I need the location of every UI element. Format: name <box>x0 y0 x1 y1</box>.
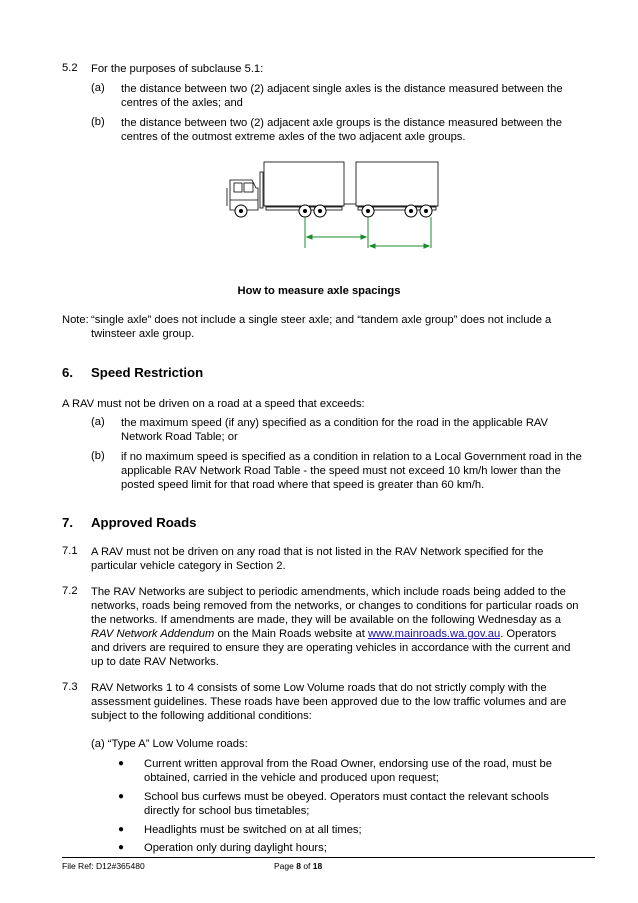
section-7-title: Approved Roads <box>91 515 197 530</box>
speed-item-b-line-1: if no maximum speed is specified as a condition in relation to a Local Government road in the <box>121 451 582 463</box>
note-line-2: twinsteer axle group. <box>91 328 195 340</box>
bullet-marker: ● <box>118 791 125 802</box>
section-6-intro: A RAV must not be driven on a road at a speed that exceeds: <box>62 398 365 410</box>
truck-body <box>264 162 344 206</box>
clause-7-2-line-4 <box>91 627 556 641</box>
clause-7-2-line-3: the networks. If amendments are made, they will be available on the following Wednesday as a <box>91 614 561 626</box>
footer-file-ref: File Ref: D12#365480 <box>62 861 145 871</box>
footer-page-number <box>274 861 322 871</box>
clause-5-2-text: For the purposes of subclause 5.1: <box>91 63 264 75</box>
clause-7-2-line-5: and drivers are required to ensure they are operating vehicles in accordance with the current and <box>91 642 571 654</box>
rav-network-addendum-title: RAV Network Addendum <box>91 628 215 640</box>
clause-7-3-line-3: subject to the following additional conditions: <box>91 710 312 722</box>
figure-caption: How to measure axle spacings <box>237 285 401 297</box>
item-a-line-1: the distance between two (2) adjacent single axles is the distance measured between the <box>121 83 563 95</box>
page-word: Page <box>274 861 297 871</box>
clause-number-7-3: 7.3 <box>62 681 78 693</box>
footer-rule <box>62 857 595 858</box>
item-label-a: (a) <box>91 416 105 428</box>
speed-item-b-line-3: posted speed limit for that road where that speed is greater than 60 km/h. <box>121 479 485 491</box>
item-label-b: (b) <box>91 116 105 128</box>
clause-7-1-line-1: A RAV must not be driven on any road that is not listed in the RAV Network specified for the <box>91 546 544 558</box>
note-term-tandem-axle-group: “tandem axle group” <box>357 314 458 326</box>
clause-number-7-1: 7.1 <box>62 545 78 557</box>
note-term-single-axle: “single axle” <box>91 314 152 326</box>
item-b-line-1: the distance between two (2) adjacent axle groups is the distance measured between the <box>121 117 562 129</box>
clause-7-3-line-2: assessment guidelines. These roads have been approved due to the low traffic volumes and are <box>91 696 567 708</box>
speed-item-a-line-1: the maximum speed (if any) specified as a condition for the road in the applicable RAV <box>121 417 549 429</box>
of-word: of <box>300 861 313 871</box>
clause-7-1-line-2: particular vehicle category in Section 2. <box>91 560 286 572</box>
speed-item-a-line-2: Network Road Table; or <box>121 431 238 443</box>
clause-number-7-2: 7.2 <box>62 585 78 597</box>
note-label: Note: <box>62 314 89 326</box>
speed-item-b-line-2: applicable RAV Network Road Table - the speed must not exceed 10 km/h lower than the <box>121 465 561 477</box>
clause-text: . Operators <box>500 628 557 640</box>
clause-7-2-line-1: The RAV Networks are subject to periodic amendments, which include roads being added to the <box>91 586 566 598</box>
section-7-number: 7. <box>62 515 73 530</box>
section-6-number: 6. <box>62 365 73 380</box>
note-line-1 <box>91 313 551 327</box>
bullet-3-line-1: Headlights must be switched on at all times; <box>144 824 362 836</box>
bullet-marker: ● <box>118 842 125 853</box>
clause-7-2-line-2: networks, roads being removed from the networks, or changes to conditions for particular roads on <box>91 600 579 612</box>
main-roads-website-link[interactable]: www.mainroads.wa.gov.au <box>367 628 501 640</box>
section-6-title: Speed Restriction <box>91 365 204 380</box>
type-a-heading: (a) “Type A” Low Volume roads: <box>91 738 248 750</box>
bullet-4-line-1: Operation only during daylight hours; <box>144 842 327 854</box>
truck-and-trailer-axle-diagram <box>222 158 442 260</box>
total-pages: 18 <box>312 861 323 871</box>
clause-text: on the Main Roads website at <box>214 628 368 640</box>
item-label-b: (b) <box>91 450 105 462</box>
current-page: 8 <box>296 861 301 871</box>
bullet-marker: ● <box>118 824 125 835</box>
trailer-body <box>356 162 438 206</box>
bullet-1-line-2: obtained, carried in the vehicle and produced upon request; <box>144 772 439 784</box>
bullet-2-line-1: School bus curfews must be obeyed. Operators must contact the relevant schools <box>144 791 549 803</box>
clause-7-3-line-1: RAV Networks 1 to 4 consists of some Low Volume roads that do not strictly comply with the <box>91 682 547 694</box>
bullet-2-line-2: directly for school bus timetables; <box>144 805 310 817</box>
item-b-line-2: centres of the outmost extreme axles of the two adjacent axle groups. <box>121 131 466 143</box>
bullet-marker: ● <box>118 758 125 769</box>
clause-number-5-2: 5.2 <box>62 62 78 74</box>
note-text: does not include a <box>457 314 552 326</box>
bullet-1-line-1: Current written approval from the Road Owner, endorsing use of the road, must be <box>144 758 552 770</box>
item-a-line-2: centres of the axles; and <box>121 97 243 109</box>
item-label-a: (a) <box>91 82 105 94</box>
clause-7-2-line-6: up to date RAV Networks. <box>91 656 219 668</box>
note-text: does not include a single steer axle; and <box>151 314 358 326</box>
